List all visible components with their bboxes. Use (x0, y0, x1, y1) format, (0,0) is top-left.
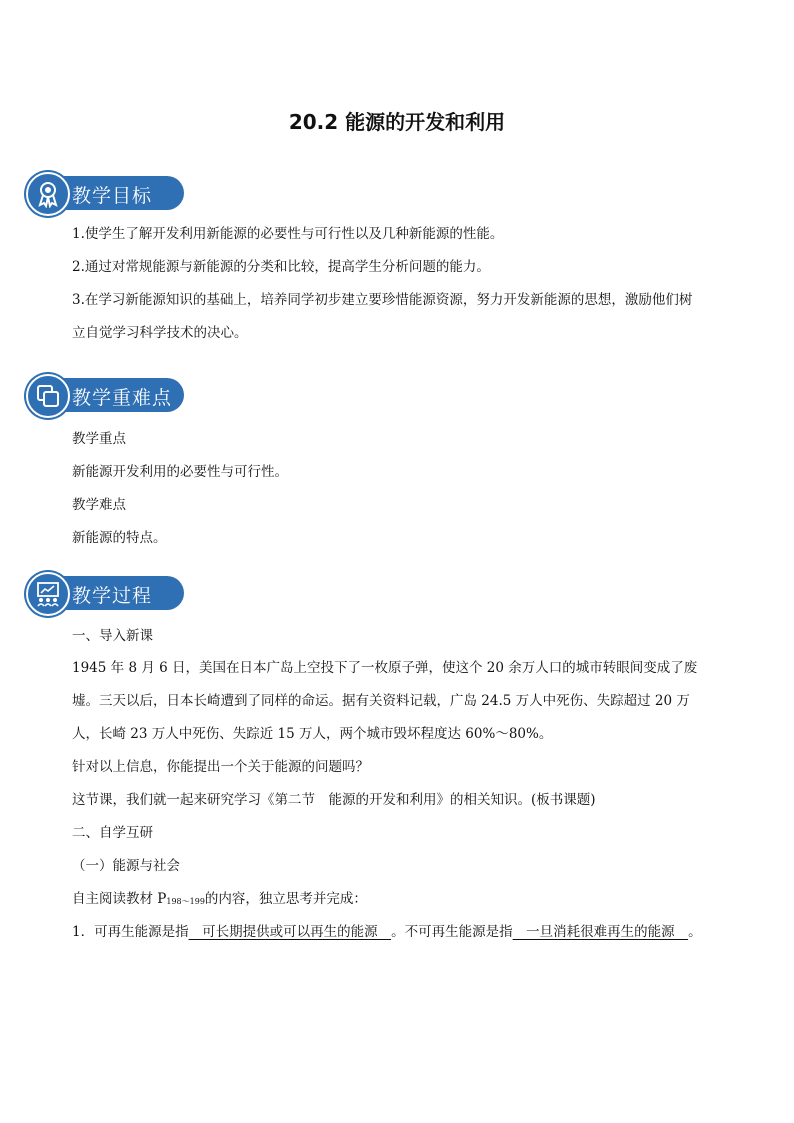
difficulty-text: 新能源的特点。 (72, 530, 167, 546)
goal-item-1: 1.使学生了解开发利用新能源的必要性与可行性以及几种新能源的性能。 (72, 226, 504, 242)
focus-heading: 教学重点 (72, 431, 126, 447)
reading-instruction (72, 889, 367, 912)
question-1-end: 。 (688, 924, 702, 940)
copy-pages-icon (26, 374, 70, 418)
intro-paragraph-line-1: 1945 年 8 月 6 日，美国在日本广岛上空投下了一枚原子弹，使这个 20 余万人口的城市转眼间变成了废 (72, 660, 698, 676)
answer-renewable: 可长期提供或可以再生的能源 (188, 924, 392, 940)
question-text: 针对以上信息，你能提出一个关于能源的问题吗？ (72, 759, 369, 775)
page-range: 198～199 (166, 897, 205, 906)
focus-text: 新能源开发利用的必要性与可行性。 (72, 464, 288, 480)
reading-suffix: 的内容，独立思考并完成： (204, 891, 367, 907)
section-header-goals (26, 172, 186, 214)
section-title: 教学过程 (72, 585, 153, 607)
goal-item-3-line-2: 立自觉学习科学技术的决心。 (72, 325, 248, 341)
section-header-process (26, 572, 186, 614)
award-ribbon-icon (26, 172, 70, 216)
section-title: 教学重难点 (72, 387, 173, 409)
reading-prefix: 自主阅读教材 P (72, 891, 167, 907)
answer-nonrenewable: 一旦消耗很难再生的能源 (512, 924, 689, 940)
page-title: 20.2 能源的开发和利用 (288, 110, 506, 134)
lesson-intro-text: 这节课，我们就一起来研究学习《第二节 能源的开发和利用》的相关知识。(板书课题) (72, 792, 596, 808)
difficulty-heading: 教学难点 (72, 497, 126, 513)
goal-item-2: 2.通过对常规能源与新能源的分类和比较，提高学生分析问题的能力。 (72, 259, 490, 275)
question-1-prefix: 1．可再生能源是指 (72, 924, 189, 940)
intro-heading: 一、导入新课 (72, 628, 153, 644)
self-study-heading: 二、自学互研 (72, 825, 153, 841)
question-1 (72, 922, 702, 942)
section-title: 教学目标 (72, 185, 153, 207)
question-1-middle: 。不可再生能源是指 (391, 924, 513, 940)
intro-paragraph-line-3: 人，长崎 23 万人中死伤、失踪近 15 万人，两个城市毁坏程度达 60%～80%。 (72, 726, 553, 742)
team-presentation-icon (26, 572, 70, 616)
intro-paragraph-line-2: 墟。三天以后，日本长崎遭到了同样的命运。据有关资料记载，广岛 24.5 万人中死伤、失踪超过 20 万 (72, 693, 690, 709)
goal-item-3-line-1: 3.在学习新能源知识的基础上，培养同学初步建立要珍惜能源资源，努力开发新能源的思想，激励他们树 (72, 292, 693, 308)
subsection-heading: （一）能源与社会 (72, 858, 180, 874)
section-header-keypoints (26, 374, 186, 416)
